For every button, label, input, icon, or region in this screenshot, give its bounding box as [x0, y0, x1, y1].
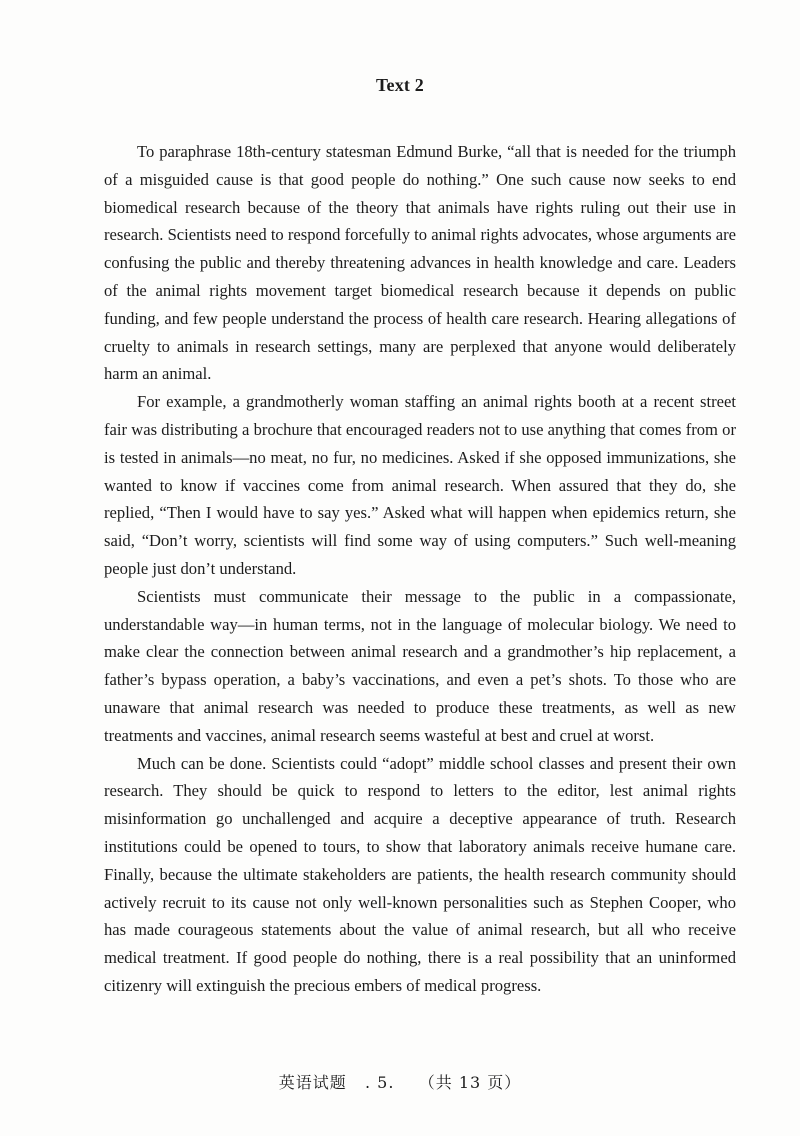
paragraph: Scientists must communicate their message to the public in a compassionate, understandable way—in human terms, not in the language of molecular biology. We need to make clear the connection between animal research and a grandmother’s hip replacement, a father’s bypass operation, a baby’s vaccinations, and even a pet’s shots. To those who are unaware that animal research was needed to produce these treatments, as well as new treatments and vaccines, animal research seems wasteful at best and cruel at worst.: [104, 586, 736, 745]
paragraph: Much can be done. Scientists could “adopt” middle school classes and present their own research. They should be quick to respond to letters to the editor, lest animal rights misinformation go unchallenged and acquire a deceptive appearance of truth. Research institutions could be opened to tours, to show that laboratory animals receive humane care. Finally, because the ultimate stakeholders are patients, the health research community should actively recruit to its cause not only well-known personalities such as Stephen Cooper, who has made courageous statements about the value of animal research, but all who receive medical treatment. If good people do nothing, there is a real possibility that an uninformed citizenry will extinguish the precious embers of medical progress.: [104, 753, 736, 995]
section-title: Text 2: [375, 75, 425, 95]
paragraph: To paraphrase 18th-century statesman Edmund Burke, “all that is needed for the triumph of a misguided cause is that good people do nothing.” One such cause now seeks to end biomedical research because of the theory that animals have rights ruling out their use in research. Scientists need to respond forcefully to animal rights advocates, whose arguments are confusing the public and thereby threatening advances in health knowledge and care. Leaders of the animal rights movement target biomedical research because it depends on public funding, and few people understand the process of health care research. Hearing allegations of cruelty to animals in research settings, many are perplexed that anyone would deliberately harm an animal.: [104, 142, 736, 384]
page-footer: 英语试题 . 5. （共 13 页）: [278, 1073, 522, 1092]
passage-body: [104, 138, 736, 1000]
paragraph: For example, a grandmotherly woman staffing an animal rights booth at a recent street fair was distributing a brochure that encouraged readers not to use anything that comes from or is tested in animals—no meat, no fur, no medicines. Asked if she opposed immunizations, she wanted to know if vaccines come from animal research. When assured that they do, she replied, “Then I would have to say yes.” Asked what will happen when epidemics return, she said, “Don’t worry, scientists will find some way of using computers.” Such well-meaning people just don’t understand.: [104, 392, 736, 578]
